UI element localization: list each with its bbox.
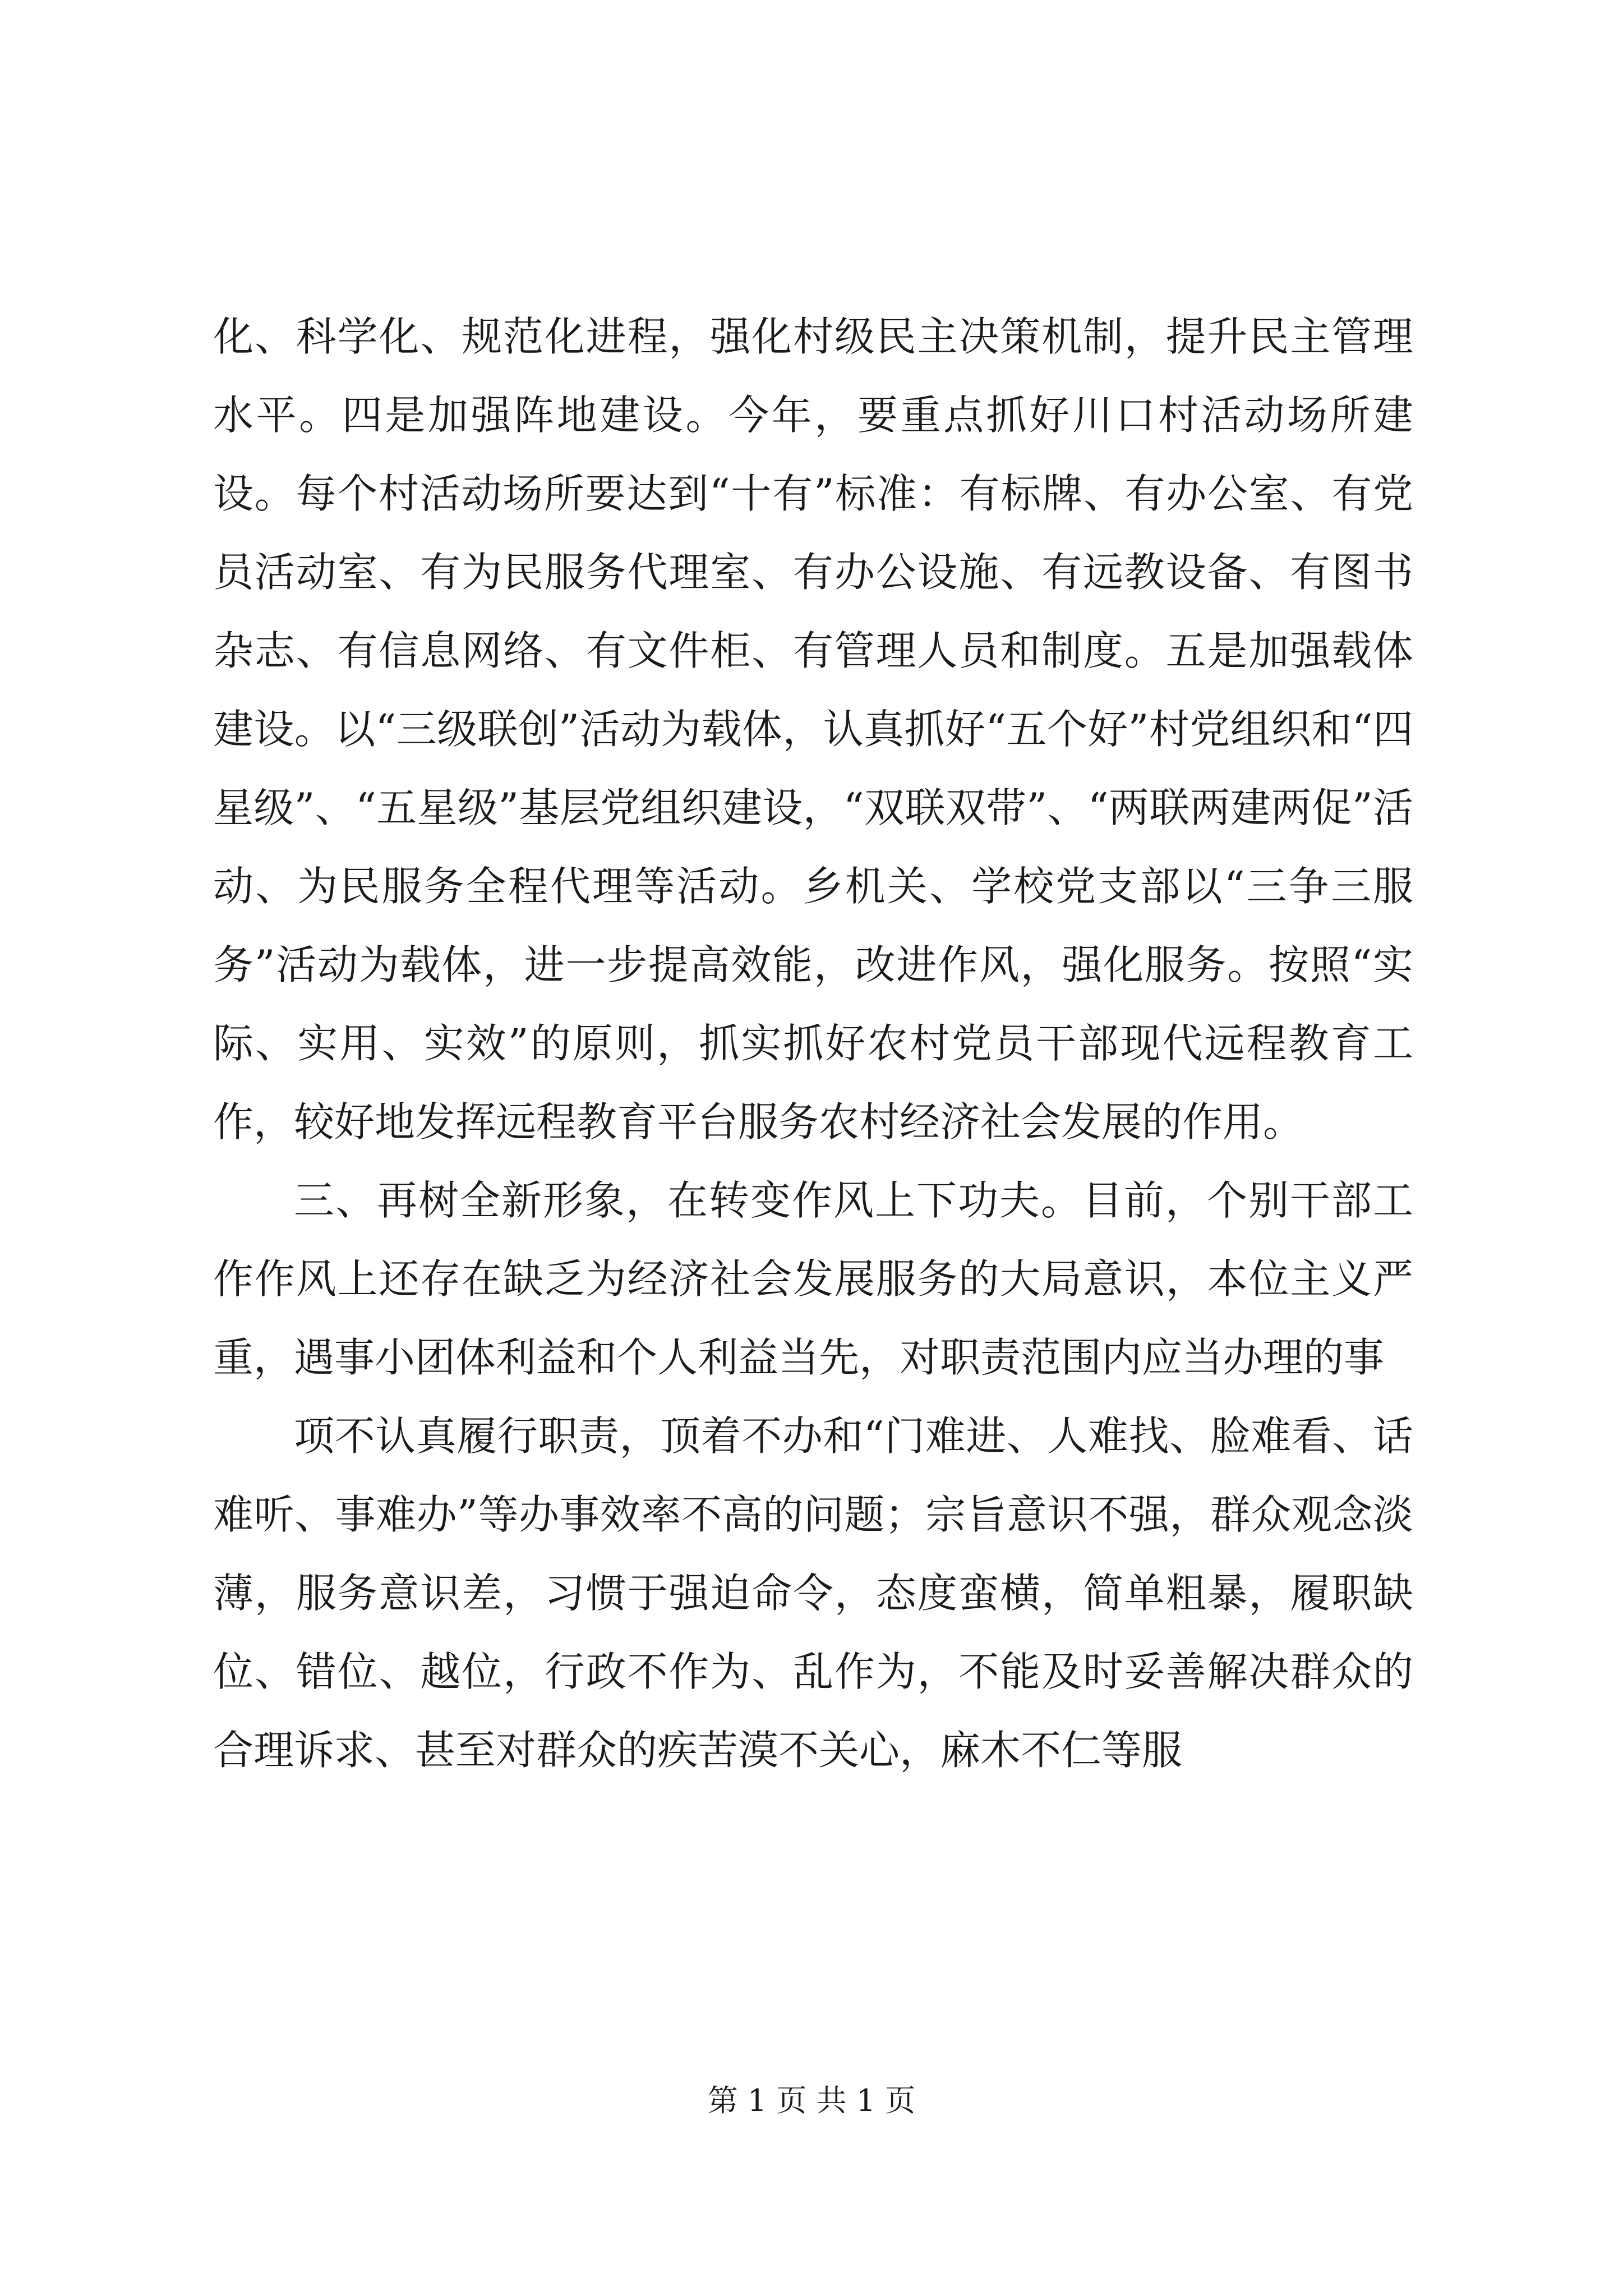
paragraph-3: 项不认真履行职责，顶着不办和“门难进、人难找、脸难看、话难听、事难办”等办事效率不高的问题；宗旨意识不强，群众观念淡薄，服务意识差，习惯于强迫命令，态度蛮横，简单粗暴，履职缺位、错位、越位，行政不作为、乱作为，不能及时妥善解决群众的合理诉求、甚至对群众的疾苦漠不关心，麻木不仁等服 — [213, 1412, 1413, 1774]
document-body — [213, 297, 1413, 1789]
page-number-label: 第 1 页 共 1 页 — [707, 2083, 916, 2118]
page-footer — [0, 2081, 1623, 2120]
paragraph-1: 化、科学化、规范化进程，强化村级民主决策机制，提升民主管理水平。四是加强阵地建设。今年，要重点抓好川口村活动场所建设。每个村活动场所要达到“十有”标准：有标牌、有办公室、有党员活动室、有为民服务代理室、有办公设施、有远教设备、有图书杂志、有信息网络、有文件柜、有管理人员和制度。五是加强载体建设。以“三级联创”活动为载体，认真抓好“五个好”村党组织和“四星级”、“五星级”基层党组织建设，“双联双带”、“两联两建两促”活动、为民服务全程代理等活动。乡机关、学校党支部以“三争三服务”活动为载体，进一步提高效能，改进作风，强化服务。按照“实际、实用、实效”的原则，抓实抓好农村党员干部现代远程教育工作，较好地发挥远程教育平台服务农村经济社会发展的作用。 — [213, 313, 1413, 1145]
paragraph-2: 三、再树全新形象，在转变作风上下功夫。目前，个别干部工作作风上还存在缺乏为经济社会发展服务的大局意识，本位主义严重，遇事小团体利益和个人利益当先，对职责范围内应当办理的事 — [213, 1177, 1413, 1381]
